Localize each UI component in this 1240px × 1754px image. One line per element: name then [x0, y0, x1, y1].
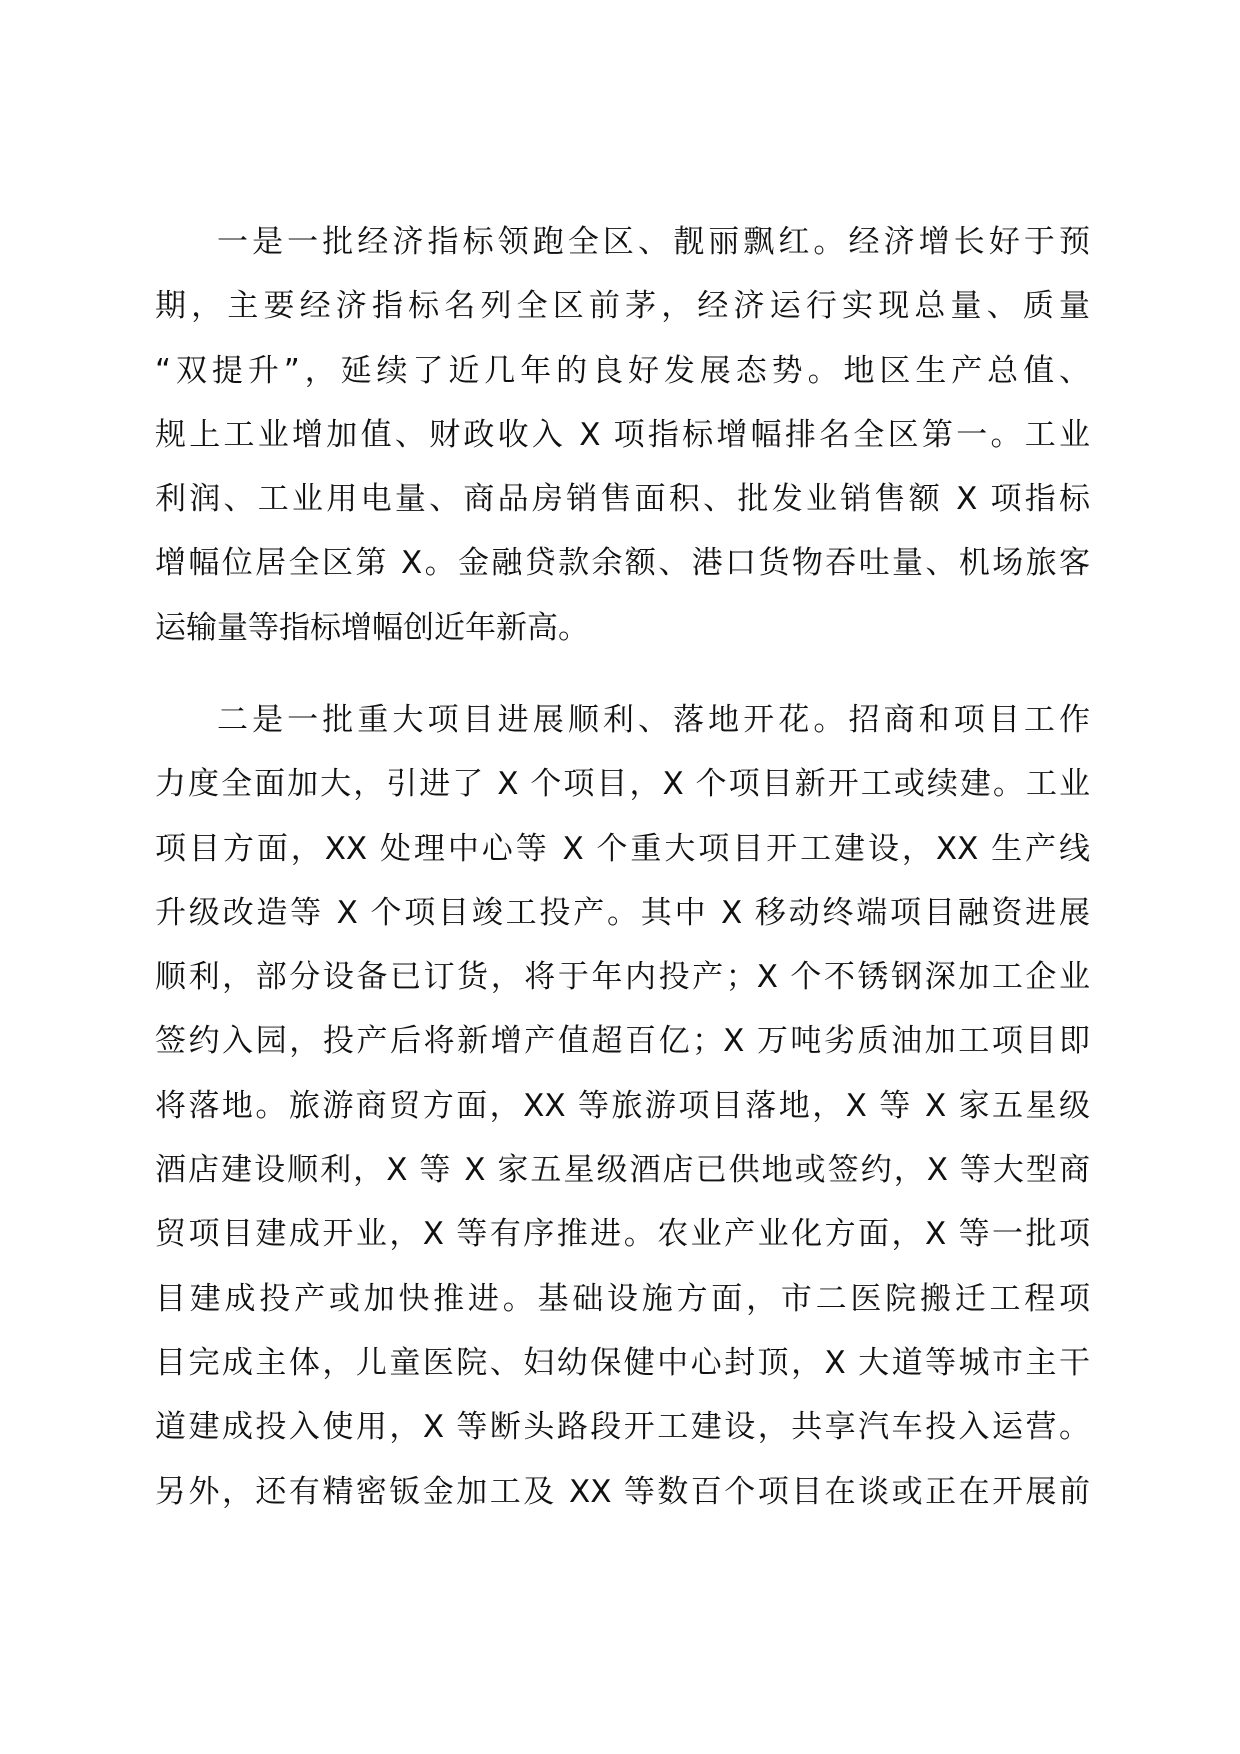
paragraph-economic-indicators — [155, 210, 1090, 660]
paragraph-line: 贸项目建成开业，X 等有序推进。农业产业化方面，X 等一批项 — [155, 1216, 1090, 1253]
paragraph-line: 将落地。旅游商贸方面，XX 等旅游项目落地，X 等 X 家五星级 — [155, 1087, 1090, 1124]
paragraph-line: 另外，还有精密钣金加工及 XX 等数百个项目在谈或正在开展前 — [155, 1473, 1090, 1510]
paragraph-line: 顺利，部分设备已订货，将于年内投产；X 个不锈钢深加工企业 — [155, 959, 1090, 996]
paragraph-line: 酒店建设顺利，X 等 X 家五星级酒店已供地或签约，X 等大型商 — [155, 1152, 1090, 1189]
paragraph-line: “双提升”，延续了近几年的良好发展态势。地区生产总值、 — [155, 352, 1090, 389]
paragraph-line: 二是一批重大项目进展顺利、落地开花。招商和项目工作 — [217, 702, 1090, 738]
paragraph-major-projects — [155, 688, 1090, 1524]
paragraph-line: 期，主要经济指标名列全区前茅，经济运行实现总量、质量 — [155, 288, 1090, 325]
paragraph-line: 项目方面，XX 处理中心等 X 个重大项目开工建设，XX 生产线 — [155, 830, 1090, 867]
paragraph-line: 目完成主体，儿童医院、妇幼保健中心封顶，X 大道等城市主干 — [155, 1344, 1090, 1381]
paragraph-line: 运输量等指标增幅创近年新高。 — [155, 609, 589, 646]
paragraph-line: 规上工业增加值、财政收入 X 项指标增幅排名全区第一。工业 — [155, 416, 1090, 453]
paragraph-line: 签约入园，投产后将新增产值超百亿；X 万吨劣质油加工项目即 — [155, 1023, 1090, 1060]
paragraph-line: 力度全面加大，引进了 X 个项目，X 个项目新开工或续建。工业 — [155, 766, 1090, 803]
paragraph-line: 增幅位居全区第 X。金融贷款余额、港口货物吞吐量、机场旅客 — [155, 545, 1090, 582]
paragraph-line: 一是一批经济指标领跑全区、靓丽飘红。经济增长好于预 — [217, 224, 1090, 260]
paragraph-line: 升级改造等 X 个项目竣工投产。其中 X 移动终端项目融资进展 — [155, 894, 1090, 931]
paragraph-line: 目建成投产或加快推进。基础设施方面，市二医院搬迁工程项 — [155, 1280, 1090, 1317]
paragraph-line: 利润、工业用电量、商品房销售面积、批发业销售额 X 项指标 — [155, 481, 1090, 518]
paragraph-line: 道建成投入使用，X 等断头路段开工建设，共享汽车投入运营。 — [155, 1409, 1090, 1446]
